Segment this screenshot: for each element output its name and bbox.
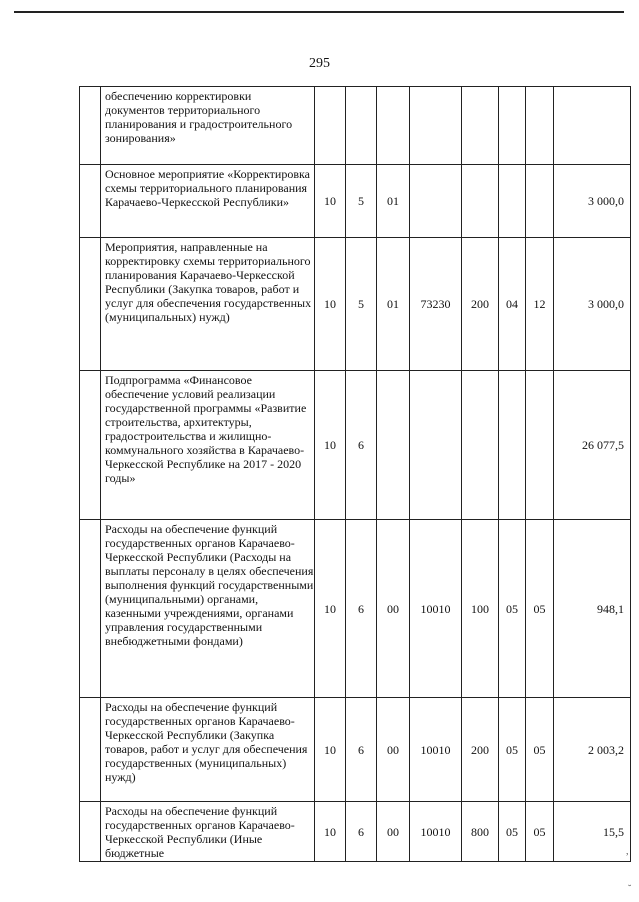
code-cell: 10 [315, 238, 346, 371]
code-cell: 04 [499, 238, 526, 371]
scan-mark: , [626, 846, 629, 857]
page-number: 295 [309, 56, 330, 71]
code-cell: 6 [346, 802, 377, 862]
code-cell: 01 [377, 165, 410, 238]
code-cell: 10 [315, 802, 346, 862]
code-cell [462, 371, 499, 520]
code-cell: 05 [526, 802, 554, 862]
item-name: Расходы на обеспечение функций государственных органов Карачаево-Черкесской Республики (Закупка товаров, работ и услуг для обеспечения государственных (муниципальных) нужд) [101, 698, 315, 802]
code-cell: 00 [377, 698, 410, 802]
code-cell: 73230 [410, 238, 462, 371]
item-name: Расходы на обеспечение функций государственных органов Карачаево-Черкесской Республики (Иные бюджетные [101, 802, 315, 862]
code-cell: 10010 [410, 520, 462, 698]
table-row [80, 165, 631, 238]
code-cell [526, 371, 554, 520]
code-cell [410, 165, 462, 238]
scan-mark: ˘ [628, 884, 632, 895]
code-cell: 6 [346, 698, 377, 802]
code-cell: 12 [526, 238, 554, 371]
code-cell [526, 87, 554, 165]
code-cell [377, 87, 410, 165]
item-name: Расходы на обеспечение функций государственных органов Карачаево-Черкесской Республики (Расходы на выплаты персоналу в целях обеспечения выполнения функций государственными (муниципальными) органами, казенными учреждениями, органами управления государственными внебюджетными фондами) [101, 520, 315, 698]
code-cell [499, 371, 526, 520]
amount-cell: 948,1 [554, 520, 631, 698]
code-cell: 05 [526, 698, 554, 802]
code-cell [315, 87, 346, 165]
amount-cell: 15,5 [554, 802, 631, 862]
empty-cell [80, 371, 101, 520]
code-cell: 200 [462, 238, 499, 371]
code-cell: 6 [346, 520, 377, 698]
empty-cell [80, 238, 101, 371]
code-cell: 5 [346, 238, 377, 371]
top-border-line [14, 11, 624, 13]
code-cell: 100 [462, 520, 499, 698]
code-cell: 10010 [410, 802, 462, 862]
amount-cell: 26 077,5 [554, 371, 631, 520]
code-cell [462, 165, 499, 238]
code-cell: 5 [346, 165, 377, 238]
code-cell [462, 87, 499, 165]
code-cell: 800 [462, 802, 499, 862]
code-cell: 01 [377, 238, 410, 371]
amount-cell: 3 000,0 [554, 238, 631, 371]
code-cell: 05 [499, 520, 526, 698]
table-row [80, 698, 631, 802]
code-cell [410, 87, 462, 165]
code-cell: 05 [499, 802, 526, 862]
code-cell: 05 [526, 520, 554, 698]
code-cell [377, 371, 410, 520]
item-name: Мероприятия, направленные на корректировку схемы территориального планирования Карачаево-Черкесской Республики (Закупка товаров, работ и услуг для обеспечения государственных (муниципальных) нужд) [101, 238, 315, 371]
code-cell: 00 [377, 802, 410, 862]
code-cell: 10 [315, 698, 346, 802]
table-row [80, 802, 631, 862]
amount-cell: 3 000,0 [554, 165, 631, 238]
code-cell: 10 [315, 371, 346, 520]
empty-cell [80, 802, 101, 862]
table-row [80, 87, 631, 165]
empty-cell [80, 87, 101, 165]
code-cell: 200 [462, 698, 499, 802]
code-cell [410, 371, 462, 520]
code-cell [499, 87, 526, 165]
table-row [80, 520, 631, 698]
table-row [80, 371, 631, 520]
code-cell: 05 [499, 698, 526, 802]
item-name: обеспечению корректировки документов территориального планирования и градостроительного зонирования» [101, 87, 315, 165]
item-name: Основное мероприятие «Корректировка схемы территориального планирования Карачаево-Черкесской Республики» [101, 165, 315, 238]
table-row [80, 238, 631, 371]
amount-cell [554, 87, 631, 165]
code-cell [526, 165, 554, 238]
code-cell [499, 165, 526, 238]
code-cell: 10 [315, 165, 346, 238]
code-cell: 10010 [410, 698, 462, 802]
empty-cell [80, 165, 101, 238]
empty-cell [80, 698, 101, 802]
budget-table [79, 86, 631, 862]
code-cell [346, 87, 377, 165]
empty-cell [80, 520, 101, 698]
code-cell: 00 [377, 520, 410, 698]
amount-cell: 2 003,2 [554, 698, 631, 802]
item-name: Подпрограмма «Финансовое обеспечение условий реализации государственной программы «Развитие строительства, архитектуры, градостроительства и жилищно-коммунального хозяйства в Карачаево-Черкесской Республике на 2017 - 2020 годы» [101, 371, 315, 520]
code-cell: 10 [315, 520, 346, 698]
code-cell: 6 [346, 371, 377, 520]
